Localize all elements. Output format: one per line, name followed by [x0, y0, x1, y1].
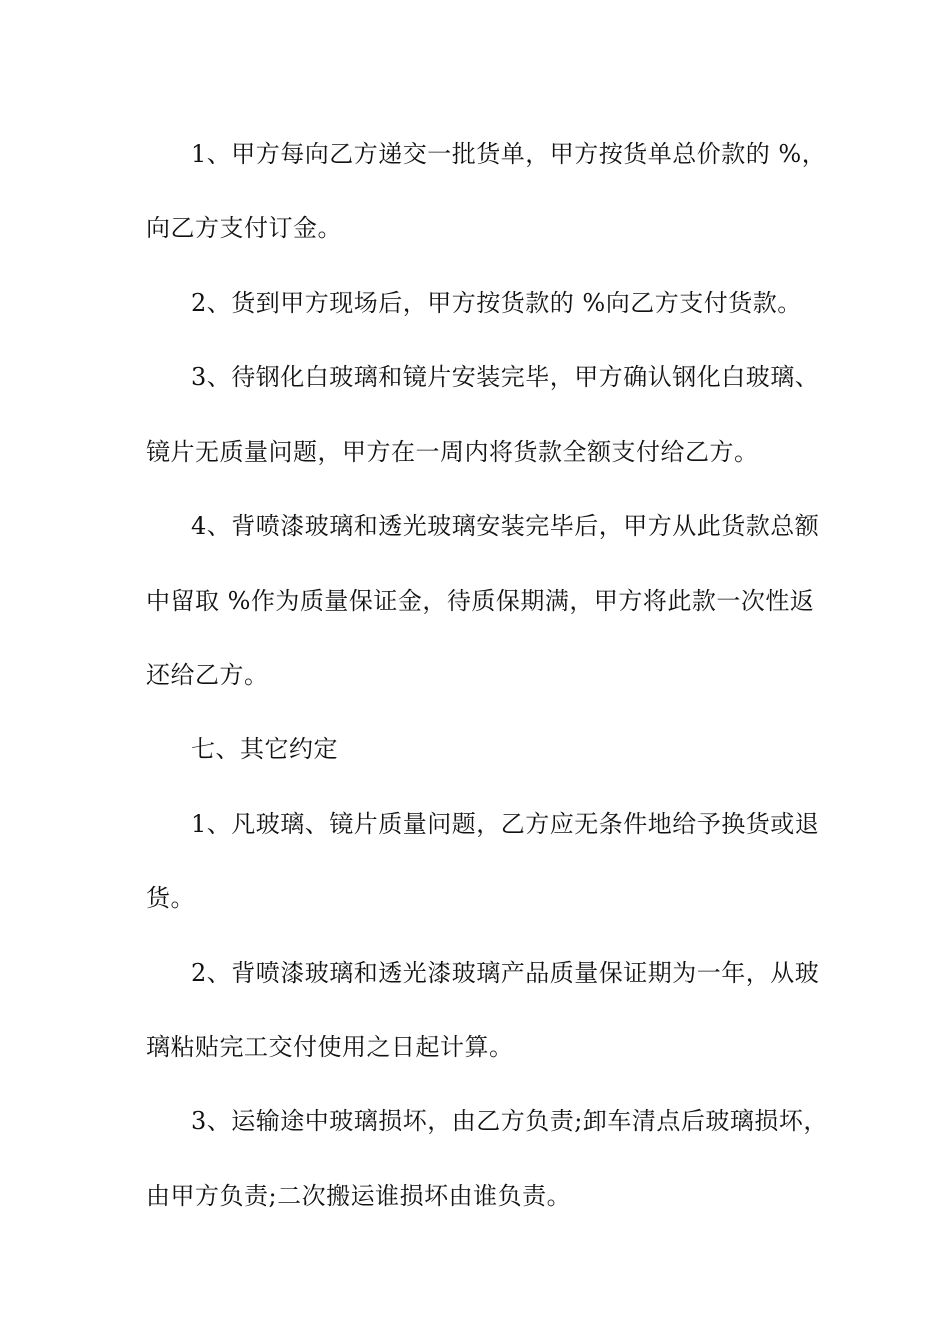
paragraph-line-6: 4、背喷漆玻璃和透光玻璃安装完毕后，甲方从此货款总额: [191, 512, 820, 540]
paragraph-line-15: 由甲方负责;二次搬运谁损坏由谁负责。: [146, 1182, 572, 1210]
paragraph-line-1: 1、甲方每向乙方递交一批货单，甲方按货单总价款的 %，: [191, 140, 827, 168]
paragraph-line-13: 璃粘贴完工交付使用之日起计算。: [146, 1033, 514, 1061]
paragraph-line-10: 1、凡玻璃、镜片质量问题，乙方应无条件地给予换货或退: [191, 810, 820, 838]
paragraph-line-4: 3、待钢化白玻璃和镜片安装完毕，甲方确认钢化白玻璃、: [191, 363, 820, 391]
paragraph-line-3: 2、货到甲方现场后，甲方按货款的 %向乙方支付货款。: [191, 289, 802, 317]
paragraph-line-12: 2、背喷漆玻璃和透光漆玻璃产品质量保证期为一年，从玻: [191, 959, 820, 987]
paragraph-line-7: 中留取 %作为质量保证金，待质保期满，甲方将此款一次性返: [146, 587, 815, 615]
paragraph-line-5: 镜片无质量问题，甲方在一周内将货款全额支付给乙方。: [146, 438, 759, 466]
paragraph-line-11: 货。: [146, 884, 195, 912]
paragraph-line-14: 3、运输途中玻璃损坏，由乙方负责;卸车清点后玻璃损坏，: [191, 1107, 828, 1135]
section-heading: 七、其它约定: [191, 735, 338, 763]
paragraph-line-2: 向乙方支付订金。: [146, 214, 342, 242]
paragraph-line-8: 还给乙方。: [146, 661, 269, 689]
